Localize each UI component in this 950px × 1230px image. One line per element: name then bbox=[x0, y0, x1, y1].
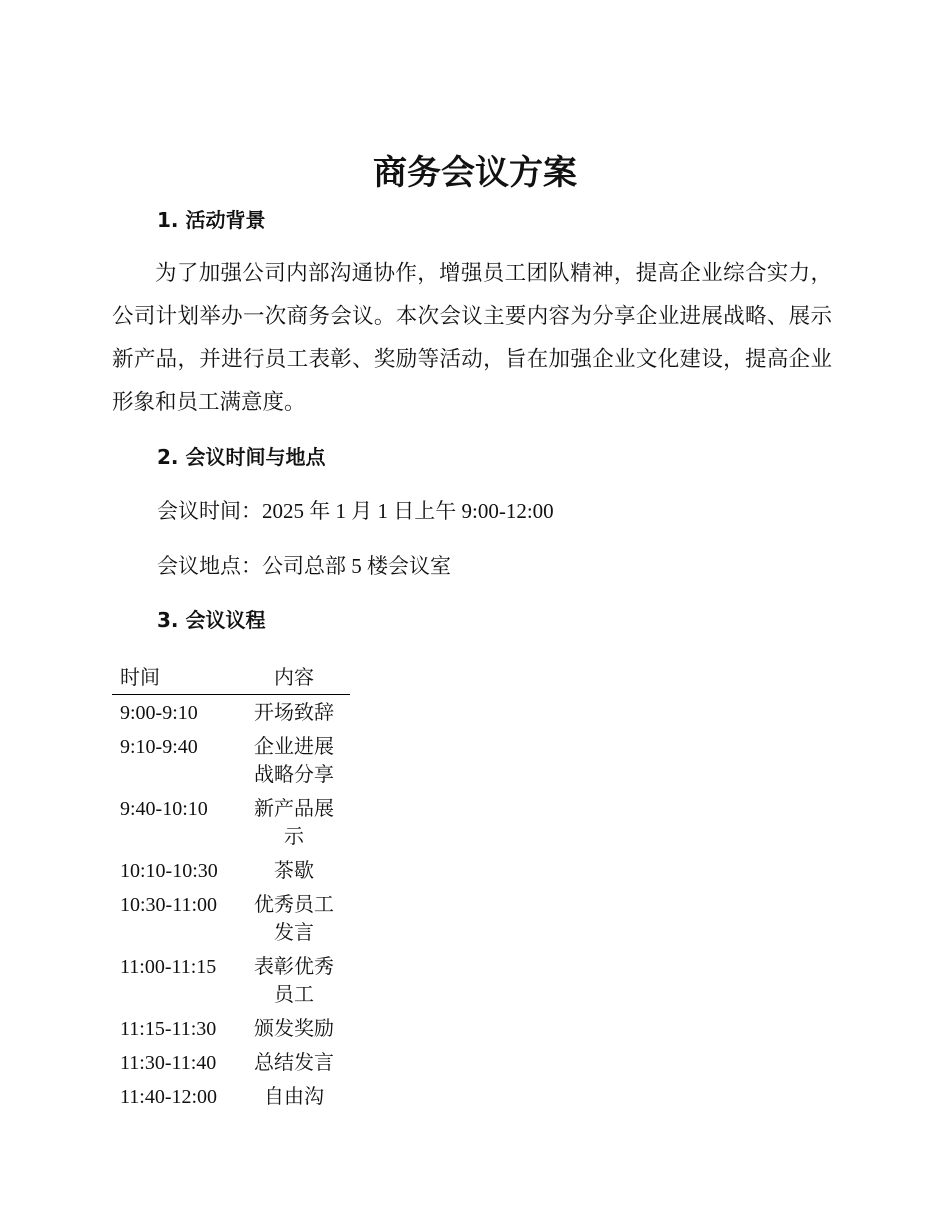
agenda-time-cell: 9:40-10:10 bbox=[120, 798, 208, 820]
agenda-content-cell: 自由沟 bbox=[264, 1086, 324, 1108]
agenda-table bbox=[112, 662, 350, 1113]
table-row bbox=[112, 887, 350, 949]
table-row bbox=[112, 1011, 350, 1045]
agenda-time-cell: 10:30-11:00 bbox=[120, 894, 218, 916]
agenda-time-cell: 9:00-9:10 bbox=[120, 702, 198, 724]
table-row bbox=[112, 791, 350, 853]
meeting-location-line: 会议地点：公司总部 5 楼会议室 bbox=[157, 554, 451, 578]
agenda-content-cell: 总结发言 bbox=[254, 1052, 334, 1074]
meeting-time-line: 会议时间：2025 年 1 月 1 日上午 9:00-12:00 bbox=[157, 499, 554, 523]
table-row bbox=[112, 729, 350, 791]
table-row bbox=[112, 695, 350, 730]
agenda-content-cell: 表彰优秀员工 bbox=[254, 956, 334, 1006]
agenda-time-cell: 10:10-10:30 bbox=[120, 860, 218, 882]
agenda-content-cell: 开场致辞 bbox=[254, 702, 334, 724]
agenda-content-cell: 企业进展战略分享 bbox=[254, 736, 334, 786]
agenda-time-cell: 11:40-12:00 bbox=[120, 1086, 218, 1108]
agenda-header-time: 时间 bbox=[112, 662, 238, 695]
document-title: 商务会议方案 bbox=[373, 153, 577, 193]
table-row bbox=[112, 1045, 350, 1079]
table-row bbox=[112, 853, 350, 887]
section-heading-time-location: 2. 会议时间与地点 bbox=[157, 445, 326, 469]
agenda-header-content: 内容 bbox=[238, 662, 350, 695]
agenda-header-row bbox=[112, 662, 350, 695]
table-row bbox=[112, 1079, 350, 1113]
agenda-content-cell: 优秀员工发言 bbox=[254, 894, 334, 944]
agenda-content-cell: 新产品展示 bbox=[254, 798, 334, 848]
agenda-time-cell: 9:10-9:40 bbox=[120, 736, 198, 758]
agenda-time-cell: 11:15-11:30 bbox=[120, 1018, 217, 1040]
agenda-content-cell: 颁发奖励 bbox=[254, 1018, 334, 1040]
agenda-content-cell: 茶歇 bbox=[274, 860, 314, 882]
agenda-time-cell: 11:30-11:40 bbox=[120, 1052, 217, 1074]
table-row bbox=[112, 949, 350, 1011]
section-heading-agenda: 3. 会议议程 bbox=[157, 608, 266, 632]
agenda-time-cell: 11:00-11:15 bbox=[120, 956, 217, 978]
background-paragraph: 为了加强公司内部沟通协作，增强员工团队精神，提高企业综合实力，公司计划举办一次商务会议。本次会议主要内容为分享企业进展战略、展示新产品，并进行员工表彰、奖励等活动，旨在加强企业文化建设，提高企业形象和员工满意度。 bbox=[112, 261, 832, 414]
section-heading-background: 1. 活动背景 bbox=[157, 208, 266, 232]
